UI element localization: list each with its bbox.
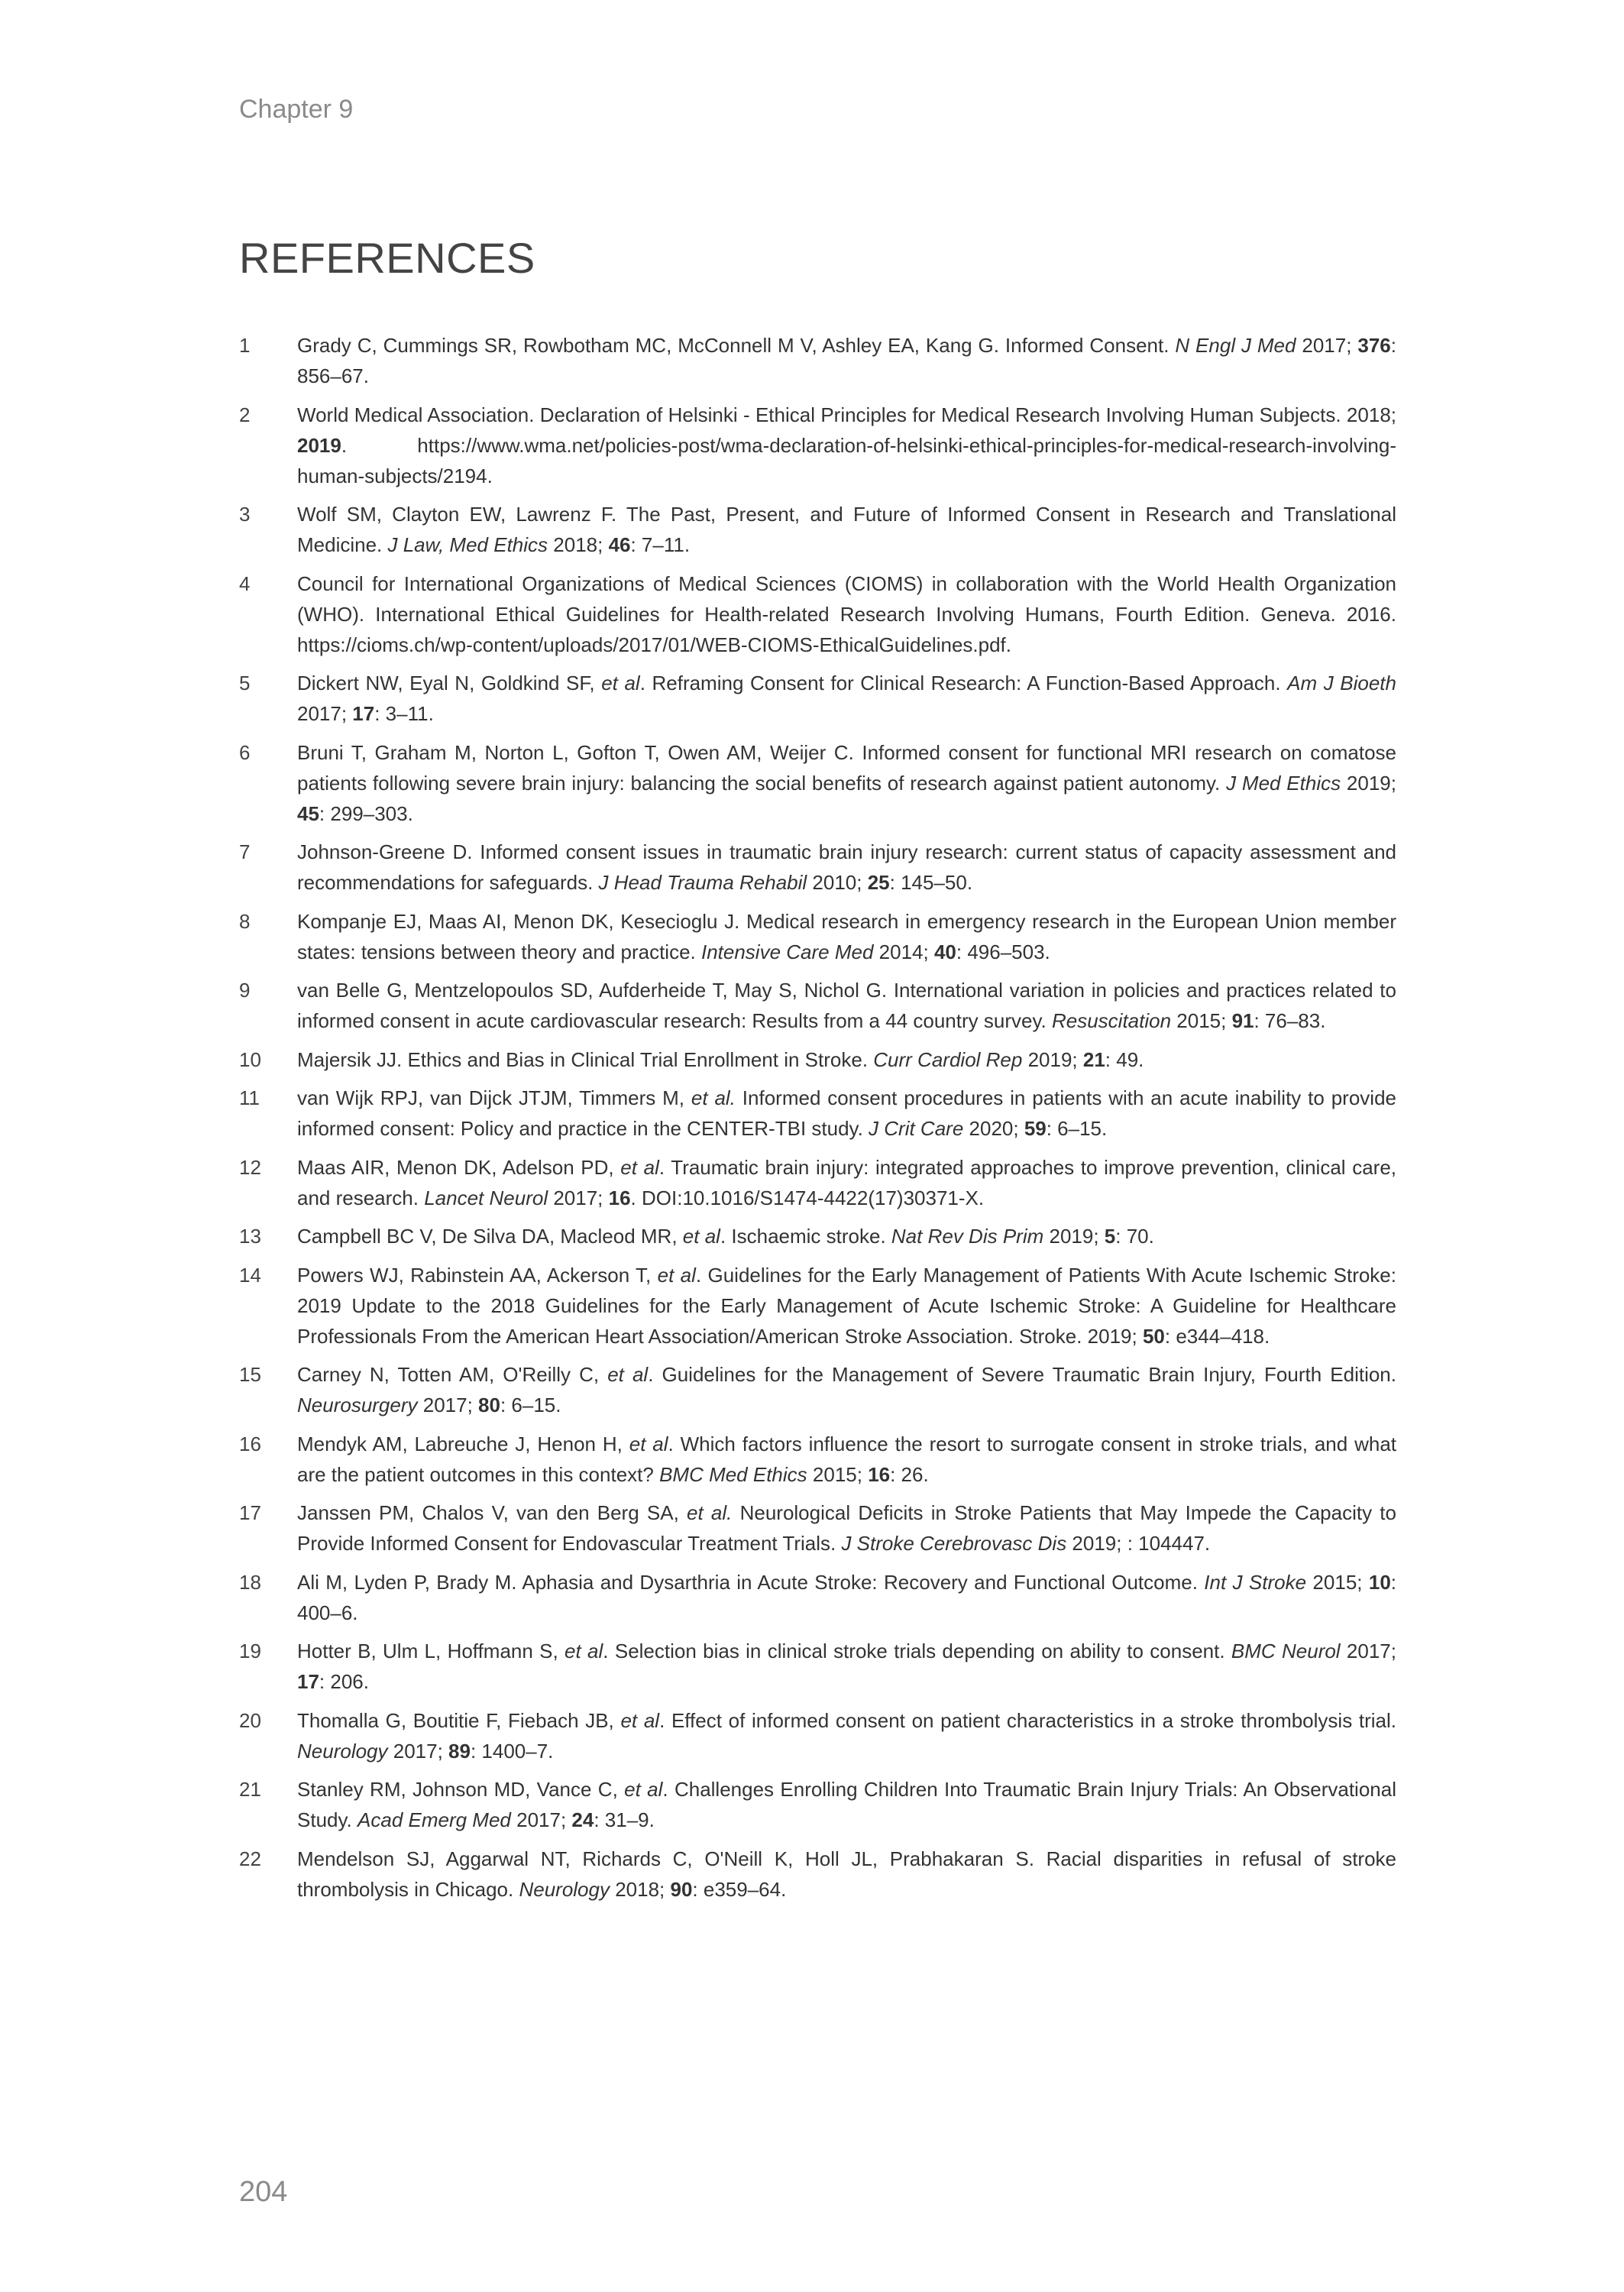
reference-segment: . Reframing Consent for Clinical Research: A Function-Based Approach. bbox=[639, 672, 1288, 694]
reference-segment: : 206. bbox=[319, 1670, 369, 1693]
reference-segment: Janssen PM, Chalos V, van den Berg SA, bbox=[297, 1501, 687, 1524]
reference-journal: et al bbox=[620, 1708, 660, 1732]
reference-segment: : 145–50. bbox=[889, 871, 973, 894]
reference-segment: . Guidelines for the Management of Severe Traumatic Brain Injury, Fourth Edition. bbox=[648, 1363, 1396, 1386]
reference-journal: J Stroke Cerebrovasc Dis bbox=[841, 1532, 1067, 1555]
reference-volume: 80 bbox=[478, 1394, 500, 1416]
reference-segment: : 6–15. bbox=[500, 1394, 561, 1416]
reference-item bbox=[239, 1844, 1396, 1905]
reference-text bbox=[297, 837, 1396, 898]
reference-journal: et al bbox=[657, 1263, 696, 1287]
reference-number: 9 bbox=[239, 979, 251, 1002]
reference-volume: 50 bbox=[1142, 1324, 1165, 1348]
reference-item bbox=[239, 1705, 1396, 1766]
reference-journal: et al bbox=[607, 1363, 649, 1386]
reference-number: 18 bbox=[239, 1570, 261, 1594]
reference-number: 22 bbox=[239, 1847, 261, 1870]
reference-segment: Kompanje EJ, Maas AI, Menon DK, Kesecioglu J. Medical research in emergency research in the European Union member states: tensions between theory and practice. bbox=[297, 909, 1396, 963]
reference-segment: 2019; bbox=[1341, 771, 1396, 795]
reference-item bbox=[239, 1429, 1396, 1490]
reference-item bbox=[239, 737, 1396, 829]
reference-segment: : 3–11. bbox=[374, 702, 434, 725]
reference-number: 3 bbox=[239, 503, 251, 526]
reference-volume: 5 bbox=[1104, 1225, 1116, 1248]
reference-journal: BMC Neurol bbox=[1231, 1640, 1341, 1662]
reference-number: 21 bbox=[239, 1778, 261, 1801]
reference-text bbox=[297, 906, 1396, 967]
reference-segment: . Guidelines for the Early Management of Patients With Acute Ischemic Stroke: 2019 Update to the 2018 Guidelines for the Early Management of Acute Ischemic Stroke: A Guideline for Healthcare Professionals From the American Heart Association/American Stroke Association. Stroke. 2019; bbox=[297, 1263, 1396, 1348]
reference-number: 15 bbox=[239, 1363, 261, 1386]
reference-segment: 2017; bbox=[1340, 1640, 1396, 1662]
reference-item bbox=[239, 568, 1396, 660]
reference-journal: Intensive Care Med bbox=[700, 940, 874, 963]
reference-volume: 40 bbox=[933, 940, 956, 963]
reference-number: 6 bbox=[239, 740, 251, 764]
reference-text bbox=[297, 1359, 1396, 1420]
reference-segment: : 26. bbox=[890, 1462, 929, 1486]
reference-segment: Hotter B, Ulm L, Hoffmann S, bbox=[297, 1640, 565, 1662]
reference-segment: Powers WJ, Rabinstein AA, Ackerson T, bbox=[297, 1263, 658, 1287]
reference-journal: Resuscitation bbox=[1051, 1009, 1172, 1032]
reference-journal: J Med Ethics bbox=[1226, 771, 1341, 795]
reference-volume: 2019 bbox=[297, 433, 341, 457]
reference-volume: 10 bbox=[1368, 1570, 1391, 1594]
reference-text bbox=[297, 1083, 1396, 1144]
reference-segment: Majersik JJ. Ethics and Bias in Clinical Trial Enrollment in Stroke. bbox=[297, 1047, 874, 1071]
reference-text bbox=[297, 1152, 1396, 1213]
reference-segment: 2017; bbox=[417, 1394, 479, 1416]
reference-segment: Neurological Deficits in Stroke Patients that May Impede the Capacity to Provide Informed Consent for Endovascular Treatment Trials. bbox=[297, 1501, 1396, 1555]
reference-segment: . DOI:10.1016/S1474-4422(17)30371-X. bbox=[630, 1186, 985, 1209]
reference-text bbox=[297, 330, 1396, 391]
reference-volume: 16 bbox=[608, 1186, 631, 1209]
reference-segment: van Belle G, Mentzelopoulos SD, Aufderheide T, May S, Nichol G. International variation in policies and practices related to informed consent in acute cardiovascular research: Results from a 44 country survey. bbox=[297, 979, 1396, 1032]
reference-segment: Grady C, Cummings SR, Rowbotham MC, McConnell M V, Ashley EA, Kang G. Informed Consent. bbox=[297, 334, 1176, 357]
reference-segment: : 76–83. bbox=[1254, 1009, 1326, 1032]
reference-item bbox=[239, 906, 1396, 967]
reference-segment: World Medical Association. Declaration of Helsinki - Ethical Principles for Medical Research Involving Human Subjects. 2018; bbox=[297, 403, 1396, 426]
reference-segment: : 70. bbox=[1115, 1225, 1154, 1248]
reference-number: 2 bbox=[239, 403, 251, 426]
reference-number: 20 bbox=[239, 1708, 261, 1732]
reference-segment: . https://www.wma.net/policies-post/wma-declaration-of-helsinki-ethical-principles-for-medical-research-involving-human-subjects/2194. bbox=[297, 433, 1396, 487]
reference-segment: : 299–303. bbox=[319, 801, 413, 825]
reference-text bbox=[297, 1774, 1396, 1835]
reference-segment: 2019; bbox=[1043, 1225, 1105, 1248]
reference-journal: J Head Trauma Rehabil bbox=[598, 871, 807, 894]
reference-segment: Stanley RM, Johnson MD, Vance C, bbox=[297, 1778, 625, 1801]
reference-item bbox=[239, 668, 1396, 729]
reference-segment: Carney N, Totten AM, O'Reilly C, bbox=[297, 1363, 608, 1386]
reference-item bbox=[239, 837, 1396, 898]
reference-item bbox=[239, 330, 1396, 391]
reference-item bbox=[239, 1152, 1396, 1213]
reference-volume: 91 bbox=[1231, 1009, 1254, 1032]
reference-segment: : 31–9. bbox=[594, 1808, 655, 1831]
reference-journal: Lancet Neurol bbox=[424, 1186, 548, 1209]
reference-segment: : e344–418. bbox=[1164, 1324, 1270, 1348]
reference-number: 8 bbox=[239, 909, 251, 933]
reference-journal: et al bbox=[624, 1778, 663, 1801]
reference-text bbox=[297, 1221, 1396, 1251]
reference-journal: J Law, Med Ethics bbox=[387, 533, 548, 556]
reference-item bbox=[239, 1044, 1396, 1075]
reference-segment: Ali M, Lyden P, Brady M. Aphasia and Dysarthria in Acute Stroke: Recovery and Functional Outcome. bbox=[297, 1570, 1205, 1594]
reference-text bbox=[297, 1497, 1396, 1559]
reference-journal: et al bbox=[601, 672, 640, 694]
reference-volume: 16 bbox=[868, 1462, 891, 1486]
reference-text bbox=[297, 1705, 1396, 1766]
reference-volume: 24 bbox=[571, 1808, 594, 1831]
references-heading: REFERENCES bbox=[239, 234, 535, 282]
reference-item bbox=[239, 1774, 1396, 1835]
reference-segment: Dickert NW, Eyal N, Goldkind SF, bbox=[297, 672, 602, 694]
reference-journal: et al bbox=[620, 1155, 659, 1179]
reference-segment: : 49. bbox=[1105, 1047, 1144, 1071]
reference-number: 10 bbox=[239, 1047, 261, 1071]
reference-text bbox=[297, 975, 1396, 1036]
reference-segment: Council for International Organizations of Medical Sciences (CIOMS) in collaboration with the World Health Organization (WHO). International Ethical Guidelines for Health-related Research Involving Humans, Fourth Edition. Geneva. 2016. https://cioms.ch/wp-content/uploads/2017/01/WEB-CIOMS-EthicalGuidelines.pdf. bbox=[297, 571, 1396, 656]
reference-segment: . Traumatic brain injury: integrated approaches to improve prevention, clinical care, and research. bbox=[297, 1155, 1397, 1209]
reference-segment: : e359–64. bbox=[692, 1877, 787, 1901]
reference-segment: . Challenges Enrolling Children Into Traumatic Brain Injury Trials: An Observational Study. bbox=[297, 1778, 1396, 1831]
reference-item bbox=[239, 1497, 1396, 1559]
reference-journal: BMC Med Ethics bbox=[659, 1462, 807, 1486]
reference-text bbox=[297, 1429, 1396, 1490]
reference-segment: 2018; bbox=[548, 533, 609, 556]
reference-text bbox=[297, 1636, 1396, 1697]
reference-segment: 2017; bbox=[548, 1186, 609, 1209]
reference-segment: Maas AIR, Menon DK, Adelson PD, bbox=[297, 1155, 621, 1179]
reference-volume: 17 bbox=[297, 1670, 319, 1693]
reference-text bbox=[297, 1260, 1396, 1352]
reference-item bbox=[239, 499, 1396, 560]
reference-segment: 2015; bbox=[807, 1462, 869, 1486]
reference-item bbox=[239, 1567, 1396, 1628]
reference-journal: J Crit Care bbox=[869, 1117, 964, 1140]
reference-text bbox=[297, 400, 1396, 491]
reference-segment: : 6–15. bbox=[1046, 1117, 1108, 1140]
reference-segment: 2018; bbox=[609, 1877, 671, 1901]
reference-segment: : 7–11. bbox=[630, 533, 691, 556]
reference-text bbox=[297, 568, 1396, 660]
reference-volume: 90 bbox=[670, 1877, 693, 1901]
reference-volume: 17 bbox=[352, 702, 375, 725]
reference-segment: 2010; bbox=[807, 871, 868, 894]
reference-segment: 2014; bbox=[873, 940, 934, 963]
reference-segment: 2015; bbox=[1306, 1570, 1369, 1594]
reference-text bbox=[297, 668, 1396, 729]
reference-segment: . Which factors influence the resort to surrogate consent in stroke trials, and what are the patient outcomes in this context? bbox=[297, 1432, 1397, 1486]
reference-segment: 2017; bbox=[510, 1808, 572, 1831]
reference-segment: Thomalla G, Boutitie F, Fiebach JB, bbox=[297, 1708, 621, 1732]
reference-number: 17 bbox=[239, 1501, 261, 1524]
reference-segment: Campbell BC V, De Silva DA, Macleod MR, bbox=[297, 1225, 683, 1248]
reference-number: 19 bbox=[239, 1640, 261, 1662]
reference-item bbox=[239, 400, 1396, 491]
reference-segment: Mendyk AM, Labreuche J, Henon H, bbox=[297, 1432, 629, 1455]
reference-segment: . Selection bias in clinical stroke trials depending on ability to consent. bbox=[603, 1640, 1231, 1662]
reference-item bbox=[239, 975, 1396, 1036]
reference-number: 12 bbox=[239, 1155, 261, 1179]
reference-journal: Neurology bbox=[297, 1739, 388, 1763]
reference-segment: 2015; bbox=[1171, 1009, 1232, 1032]
reference-item bbox=[239, 1260, 1396, 1352]
reference-volume: 59 bbox=[1024, 1117, 1047, 1140]
reference-journal: et al. bbox=[687, 1501, 733, 1524]
reference-segment: Wolf SM, Clayton EW, Lawrenz F. The Past, Present, and Future of Informed Consent in Research and Translational Medicine. bbox=[297, 503, 1396, 556]
reference-list bbox=[239, 330, 1396, 1912]
reference-item bbox=[239, 1636, 1396, 1697]
reference-number: 13 bbox=[239, 1225, 261, 1248]
reference-journal: et al. bbox=[691, 1086, 736, 1109]
reference-journal: Neurology bbox=[519, 1877, 610, 1901]
reference-text bbox=[297, 1844, 1396, 1905]
reference-journal: et al bbox=[565, 1640, 603, 1662]
reference-journal: Acad Emerg Med bbox=[357, 1808, 511, 1831]
reference-item bbox=[239, 1083, 1396, 1144]
reference-segment: : 856–67. bbox=[297, 334, 1396, 387]
reference-number: 7 bbox=[239, 840, 251, 863]
reference-segment: 2017; bbox=[297, 702, 353, 725]
reference-segment: 2020; bbox=[963, 1117, 1024, 1140]
page-number: 204 bbox=[239, 2176, 288, 2208]
reference-text bbox=[297, 1044, 1396, 1075]
reference-number: 11 bbox=[239, 1086, 260, 1109]
reference-segment: 2019; bbox=[1022, 1047, 1083, 1071]
reference-volume: 376 bbox=[1357, 334, 1391, 357]
reference-volume: 89 bbox=[448, 1739, 471, 1763]
reference-segment: van Wijk RPJ, van Dijck JTJM, Timmers M, bbox=[297, 1086, 691, 1109]
reference-segment: : 496–503. bbox=[956, 940, 1050, 963]
reference-segment: Mendelson SJ, Aggarwal NT, Richards C, O'Neill K, Holl JL, Prabhakaran S. Racial disparities in refusal of stroke thrombolysis in Chicago. bbox=[297, 1847, 1396, 1901]
reference-item bbox=[239, 1359, 1396, 1420]
reference-segment: . Ischaemic stroke. bbox=[720, 1225, 891, 1248]
reference-journal: N Engl J Med bbox=[1175, 334, 1296, 357]
reference-segment: Johnson-Greene D. Informed consent issues in traumatic brain injury research: current status of capacity assessment and recommendations for safeguards. bbox=[297, 840, 1396, 894]
reference-journal: Am J Bioeth bbox=[1287, 672, 1396, 694]
reference-number: 1 bbox=[239, 334, 251, 357]
reference-volume: 45 bbox=[297, 801, 319, 825]
reference-volume: 25 bbox=[867, 871, 890, 894]
reference-journal: Neurosurgery bbox=[297, 1394, 418, 1416]
reference-segment: 2017; bbox=[387, 1739, 449, 1763]
reference-segment: Bruni T, Graham M, Norton L, Gofton T, Owen AM, Weijer C. Informed consent for functional MRI research on comatose patients following severe brain injury: balancing the social benefits of research against patient autonomy. bbox=[297, 740, 1396, 795]
reference-segment: 2017; bbox=[1296, 334, 1358, 357]
reference-segment: 2019; : 104447. bbox=[1066, 1532, 1211, 1555]
reference-text bbox=[297, 1567, 1396, 1628]
reference-segment: Informed consent procedures in patients with an acute inability to provide informed consent: Policy and practice in the CENTER-TBI study. bbox=[297, 1086, 1396, 1140]
chapter-header: Chapter 9 bbox=[239, 95, 354, 124]
reference-segment: : 400–6. bbox=[297, 1570, 1397, 1624]
reference-text bbox=[297, 737, 1396, 829]
reference-journal: Nat Rev Dis Prim bbox=[891, 1225, 1044, 1248]
reference-text bbox=[297, 499, 1396, 560]
reference-number: 16 bbox=[239, 1432, 261, 1455]
reference-item bbox=[239, 1221, 1396, 1251]
reference-volume: 46 bbox=[608, 533, 631, 556]
reference-number: 5 bbox=[239, 672, 251, 694]
reference-segment: . Effect of informed consent on patient characteristics in a stroke thrombolysis trial. bbox=[659, 1708, 1396, 1732]
reference-number: 14 bbox=[239, 1263, 261, 1287]
reference-journal: Int J Stroke bbox=[1204, 1570, 1307, 1594]
reference-segment: : 1400–7. bbox=[470, 1739, 554, 1763]
reference-volume: 21 bbox=[1082, 1047, 1105, 1071]
reference-journal: Curr Cardiol Rep bbox=[873, 1047, 1023, 1071]
reference-journal: et al bbox=[629, 1432, 668, 1455]
reference-journal: et al bbox=[682, 1225, 720, 1248]
reference-number: 4 bbox=[239, 571, 251, 595]
